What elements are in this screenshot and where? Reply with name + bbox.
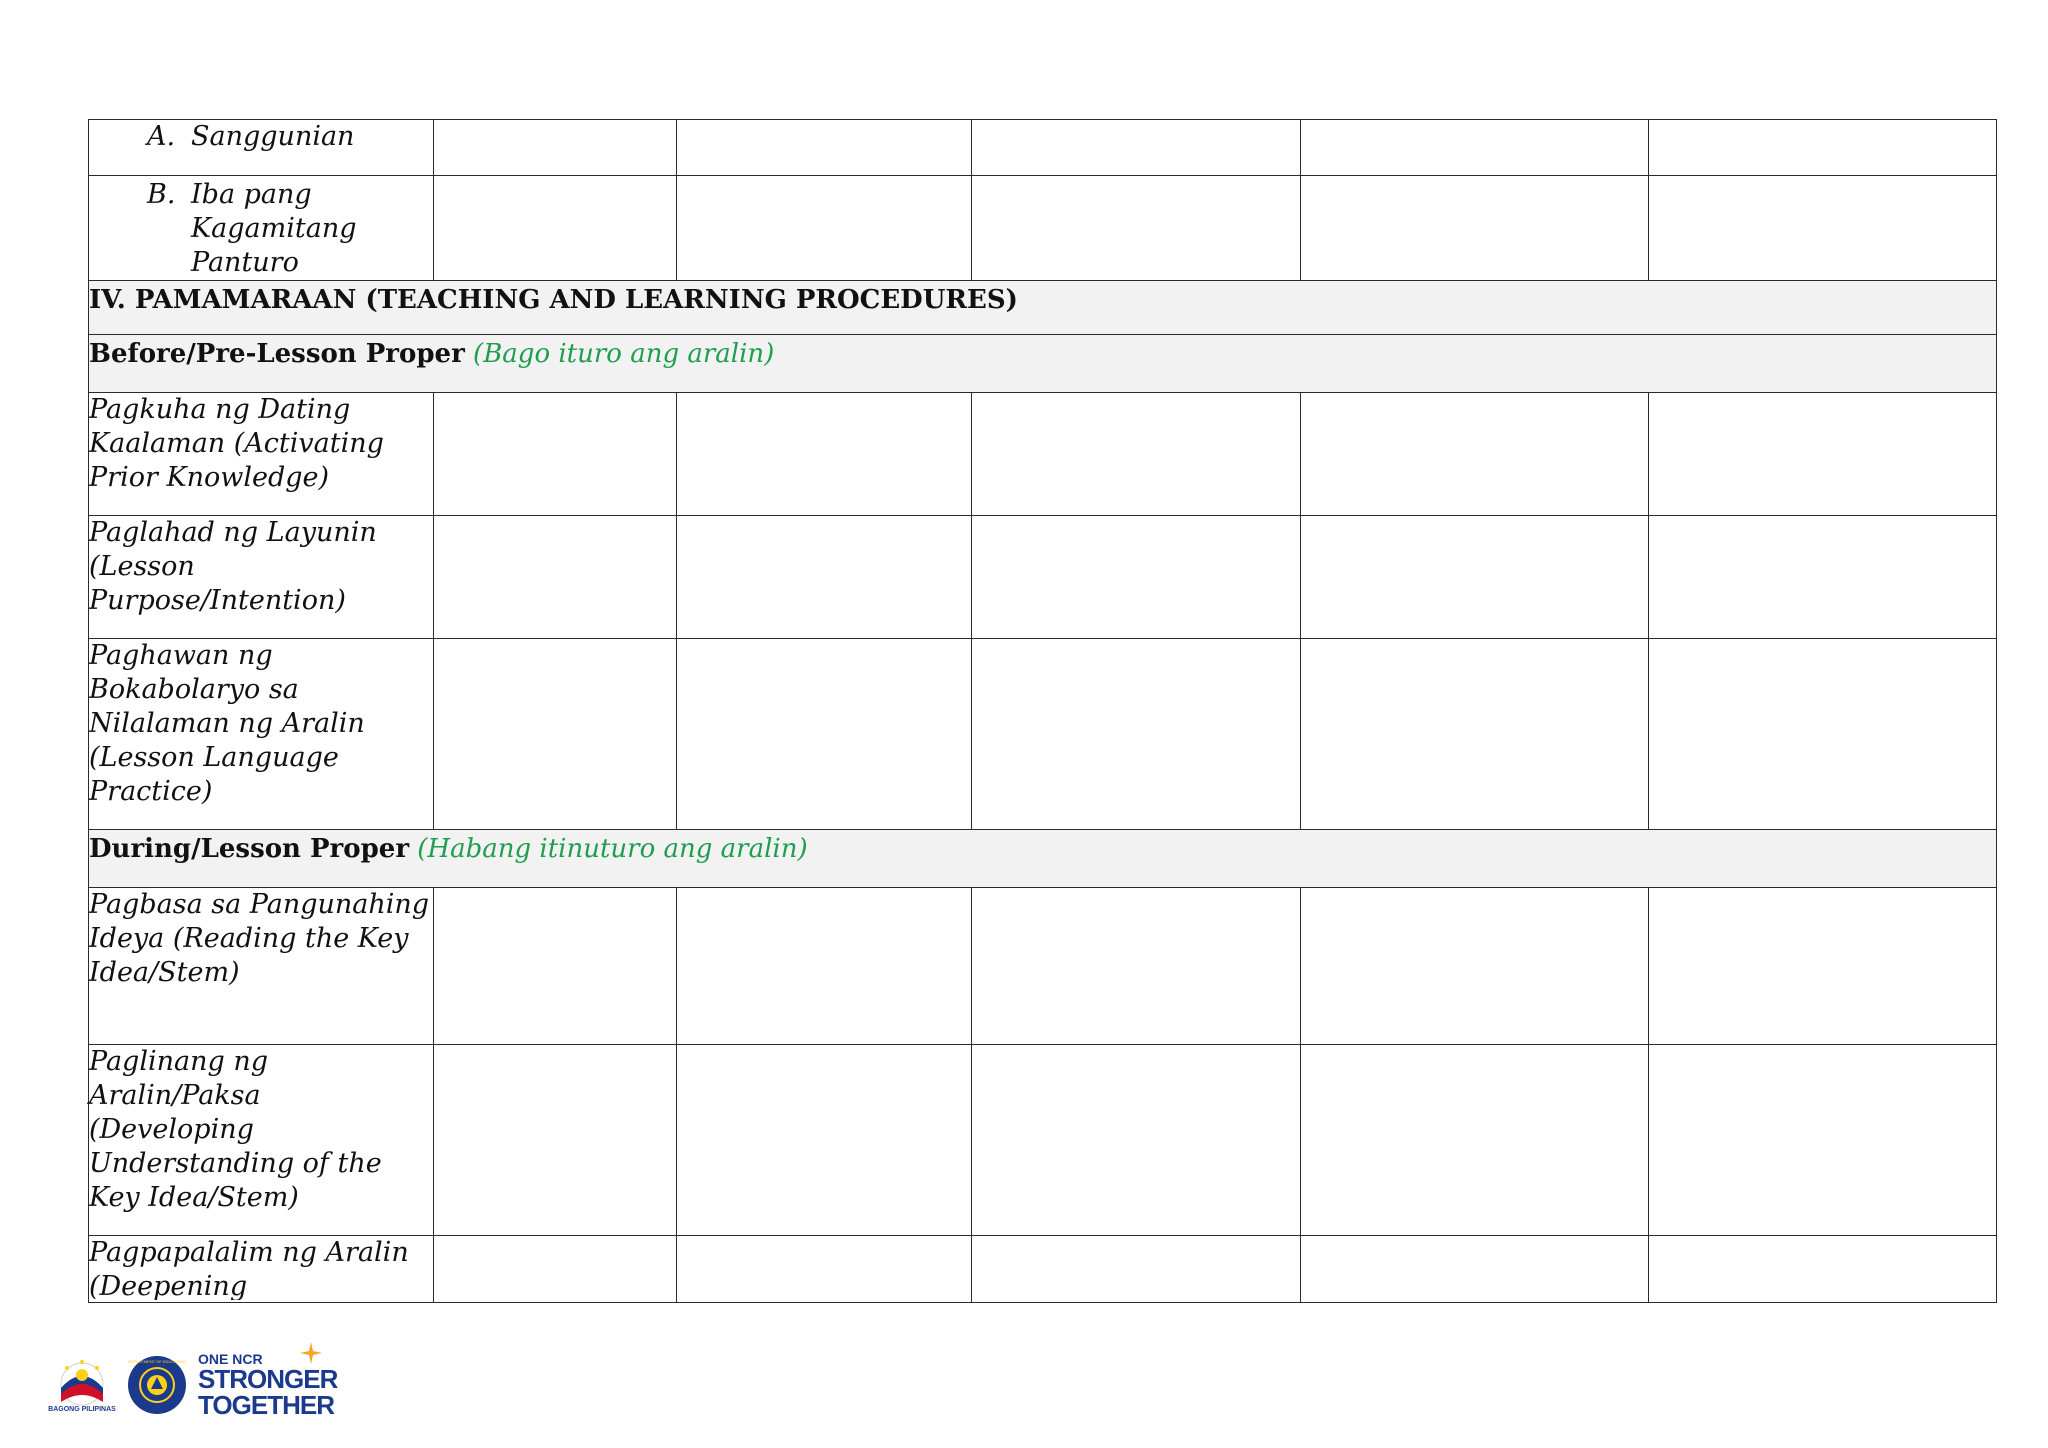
- section-green: (Bago ituro ang aralin): [473, 339, 775, 369]
- blank-cell[interactable]: [1301, 1045, 1649, 1236]
- section-row-during: [89, 830, 1997, 888]
- blank-cell[interactable]: [434, 888, 677, 1045]
- blank-cell[interactable]: [1649, 1045, 1997, 1236]
- table-row: [89, 1045, 1997, 1236]
- blank-cell[interactable]: [677, 1045, 972, 1236]
- blank-cell[interactable]: [1301, 639, 1649, 830]
- blank-cell[interactable]: [434, 176, 677, 281]
- blank-cell[interactable]: [677, 888, 972, 1045]
- blank-cell[interactable]: [972, 639, 1301, 830]
- blank-cell[interactable]: [434, 516, 677, 639]
- blank-cell[interactable]: [677, 516, 972, 639]
- sparkle-icon: [298, 1342, 324, 1364]
- blank-cell[interactable]: [1649, 393, 1997, 516]
- table-row: [89, 639, 1997, 830]
- blank-cell[interactable]: [677, 1236, 972, 1303]
- blank-cell[interactable]: [972, 393, 1301, 516]
- blank-cell[interactable]: [972, 176, 1301, 281]
- blank-cell[interactable]: [972, 120, 1301, 176]
- blank-cell[interactable]: [972, 888, 1301, 1045]
- blank-cell[interactable]: [972, 516, 1301, 639]
- blank-cell[interactable]: [1301, 888, 1649, 1045]
- blank-cell[interactable]: [434, 120, 677, 176]
- table-row: [89, 516, 1997, 639]
- section-green: (Habang itinuturo ang aralin): [417, 834, 808, 864]
- blank-cell[interactable]: [434, 1236, 677, 1303]
- lesson-plan-table: [88, 119, 1997, 1303]
- blank-cell[interactable]: [1649, 639, 1997, 830]
- one-ncr-text: ONE NCR: [198, 1351, 263, 1367]
- blank-cell[interactable]: [1301, 120, 1649, 176]
- label-cell: Paghawan ng Bokabolaryo sa Nilalaman ng Aralin (Lesson Language Practice): [89, 639, 434, 830]
- sub-item-text: Sanggunian: [191, 121, 355, 152]
- bagong-pilipinas-logo: [46, 1358, 118, 1413]
- blank-cell[interactable]: [677, 393, 972, 516]
- blank-cell[interactable]: [1301, 176, 1649, 281]
- blank-cell[interactable]: [1301, 1236, 1649, 1303]
- footer-logos: [46, 1352, 337, 1418]
- one-ncr-logo: [198, 1352, 337, 1418]
- table-row: [89, 888, 1997, 1045]
- blank-cell[interactable]: [1649, 1236, 1997, 1303]
- deped-seal: [128, 1356, 186, 1414]
- blank-cell[interactable]: [1301, 516, 1649, 639]
- table-row: [89, 176, 1997, 281]
- blank-cell[interactable]: [434, 639, 677, 830]
- section-row-iv: [89, 281, 1997, 335]
- bagong-pilipinas-emblem-icon: [51, 1358, 113, 1406]
- section-bold: During/Lesson Proper: [89, 834, 410, 864]
- deped-seal-icon: [137, 1365, 177, 1405]
- label-cell: Pagbasa sa Pangunahing Ideya (Reading the Key Idea/Stem): [89, 888, 434, 1045]
- label-text: Pagpapalalim ng Aralin (Deepening: [89, 1237, 409, 1300]
- blank-cell[interactable]: [677, 639, 972, 830]
- table-row: [89, 393, 1997, 516]
- table-row: [89, 1236, 1997, 1303]
- blank-cell[interactable]: [1649, 888, 1997, 1045]
- label-cell: [89, 176, 434, 281]
- blank-cell[interactable]: [677, 120, 972, 176]
- label-cell: [89, 1236, 434, 1303]
- blank-cell[interactable]: [434, 1045, 677, 1236]
- section-title: [89, 830, 1997, 888]
- sub-item-kagamitan: [89, 178, 433, 280]
- blank-cell[interactable]: [1649, 120, 1997, 176]
- blank-cell[interactable]: [972, 1045, 1301, 1236]
- table-row: [89, 120, 1997, 176]
- sub-item-letter: B.: [147, 179, 176, 210]
- label-cell: Paglahad ng Layunin (Lesson Purpose/Intention): [89, 516, 434, 639]
- label-cell: Pagkuha ng Dating Kaalaman (Activating Prior Knowledge): [89, 393, 434, 516]
- sub-item-text: Iba pang Kagamitang Panturo: [191, 179, 357, 278]
- label-cell: [89, 120, 434, 176]
- seal-text: DEPARTMENT OF EDUCATION: [128, 1359, 186, 1364]
- blank-cell[interactable]: [677, 176, 972, 281]
- bagong-pilipinas-text: BAGONG PILIPINAS: [48, 1405, 116, 1413]
- section-row-before: [89, 335, 1997, 393]
- stronger-text: STRONGER: [198, 1364, 338, 1394]
- blank-cell[interactable]: [972, 1236, 1301, 1303]
- blank-cell[interactable]: [1649, 516, 1997, 639]
- blank-cell[interactable]: [434, 393, 677, 516]
- sub-item-sanggunian: [89, 120, 433, 154]
- section-title: [89, 335, 1997, 393]
- section-title: IV. PAMAMARAAN (TEACHING AND LEARNING PROCEDURES): [89, 281, 1997, 335]
- together-text: TOGETHER: [198, 1390, 334, 1420]
- sub-item-letter: A.: [147, 121, 176, 152]
- label-cell: Paglinang ng Aralin/Paksa (Developing Understanding of the Key Idea/Stem): [89, 1045, 434, 1236]
- section-bold: Before/Pre-Lesson Proper: [89, 339, 465, 369]
- blank-cell[interactable]: [1649, 176, 1997, 281]
- blank-cell[interactable]: [1301, 393, 1649, 516]
